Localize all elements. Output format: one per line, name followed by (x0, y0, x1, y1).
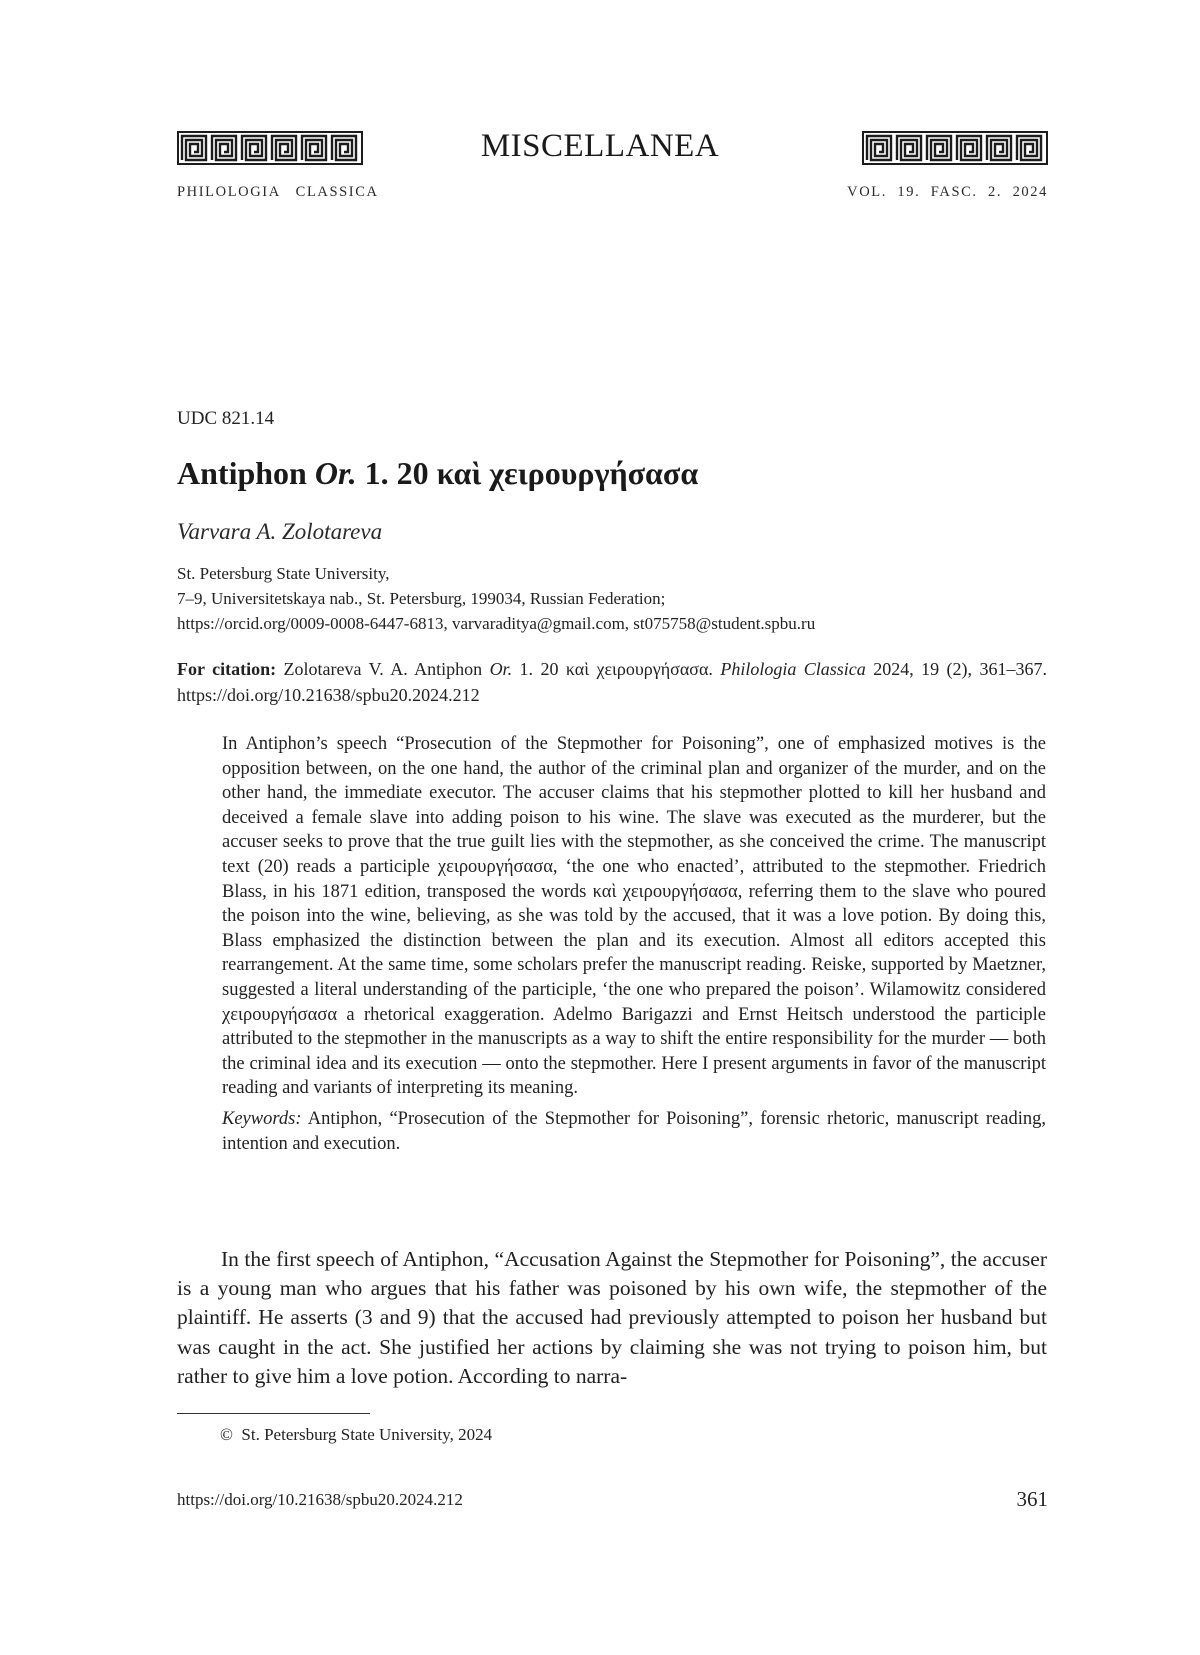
citation-block (177, 656, 1047, 708)
keywords-list: Antiphon, “Prosecution of the Stepmother for Poisoning”, forensic rhetoric, manuscript reading, intention and execution. (222, 1108, 1046, 1154)
affiliation-line: St. Petersburg State University, (177, 564, 390, 583)
citation-label: For citation: (177, 659, 277, 679)
title-rest: 1. 20 καὶ χειρουργήσασα (356, 455, 699, 491)
citation-text: 2024, 19 (2), 361–367. https://doi.org/10.21638/spbu20.2024.212 (177, 659, 1047, 705)
citation-journal: Philologia Classica (720, 659, 866, 679)
keywords (222, 1107, 1046, 1156)
issue-info: VOL. 19. FASC. 2. 2024 (847, 184, 1048, 200)
section-title: MISCELLANEA (480, 128, 720, 164)
affiliation-line: 7–9, Universitetskaya nab., St. Petersburg, 199034, Russian Federation; (177, 589, 666, 608)
article-title (177, 455, 698, 492)
citation-text: Zolotareva V. A. Antiphon (276, 659, 490, 679)
citation-text: 1. 20 καὶ χειρουργήσασα. (512, 659, 721, 679)
title-or: Or. (314, 455, 357, 491)
abstract (222, 732, 1046, 1156)
greek-key-ornament-right (862, 131, 1048, 165)
body-text (177, 1245, 1047, 1391)
title-prefix: Antiphon (177, 455, 315, 491)
affiliation-contacts: https://orcid.org/0009-0008-6447-6813, varvaraditya@gmail.com, st075758@student.spbu.ru (177, 614, 816, 633)
udc-code: UDC 821.14 (177, 408, 275, 429)
citation-or: Or. (489, 659, 513, 679)
copyright-note: © St. Petersburg State University, 2024 (220, 1425, 493, 1444)
journal-name: PHILOLOGIA CLASSICA (177, 184, 379, 200)
abstract-text: In Antiphon’s speech “Prosecution of the Stepmother for Poisoning”, one of emphasized motives is the opposition between, on the one hand, the author of the criminal plan and organizer of the murder, and on the other hand, the immediate executor. The accuser claims that his stepmother plotted to kill her husband and deceived a female slave into adding poison to his wine. The slave was executed as the murderer, but the accuser seeks to prove that the true guilt lies with the stepmother, as she conceived the crime. The manuscript text (20) reads a participle χειρουργήσασα, ‘the one who enacted’, attributed to the stepmother. Friedrich Blass, in his 1871 edition, transposed the words καὶ χειρουργήσασα, referring them to the slave who poured the poison into the wine, believing, as she was told by the accused, that it was a love potion. By doing this, Blass emphasized the distinction between the plan and its execution. Almost all editors accepted this rearrangement. At the same time, some scholars prefer the manuscript reading. Reiske, supported by Maetzner, suggested a literal understanding of the participle, ‘the one who prepared the poison’. Wilamowitz considered χειρουργήσασα a rhetorical exaggeration. Adelmo Barigazzi and Ernst Heitsch understood the participle attributed to the stepmother in the manuscripts as a way to shift the entire responsibility for the murder — both the criminal idea and its execution — onto the stepmother. Here I present arguments in favor of the manuscript reading and variants of interpreting its meaning. (222, 734, 1046, 1099)
footnote-divider (177, 1413, 370, 1414)
page-number: 361 (1016, 1487, 1048, 1511)
body-paragraph: In the first speech of Antiphon, “Accusation Against the Stepmother for Poisoning”, the accuser is a young man who argues that his father was poisoned by his own wife, the stepmother of the plaintiff. He asserts (3 and 9) that the accused had previously attempted to poison her husband but was caught in the act. She justified her actions by claiming she was not trying to poison him, but rather to give him a love potion. According to narra- (177, 1247, 1047, 1388)
keywords-label: Keywords: (222, 1108, 302, 1129)
author-affiliation (177, 561, 1057, 636)
footer-doi-link[interactable]: https://doi.org/10.21638/spbu20.2024.212 (177, 1490, 463, 1509)
author-name: Varvara A. Zolotareva (177, 519, 383, 544)
